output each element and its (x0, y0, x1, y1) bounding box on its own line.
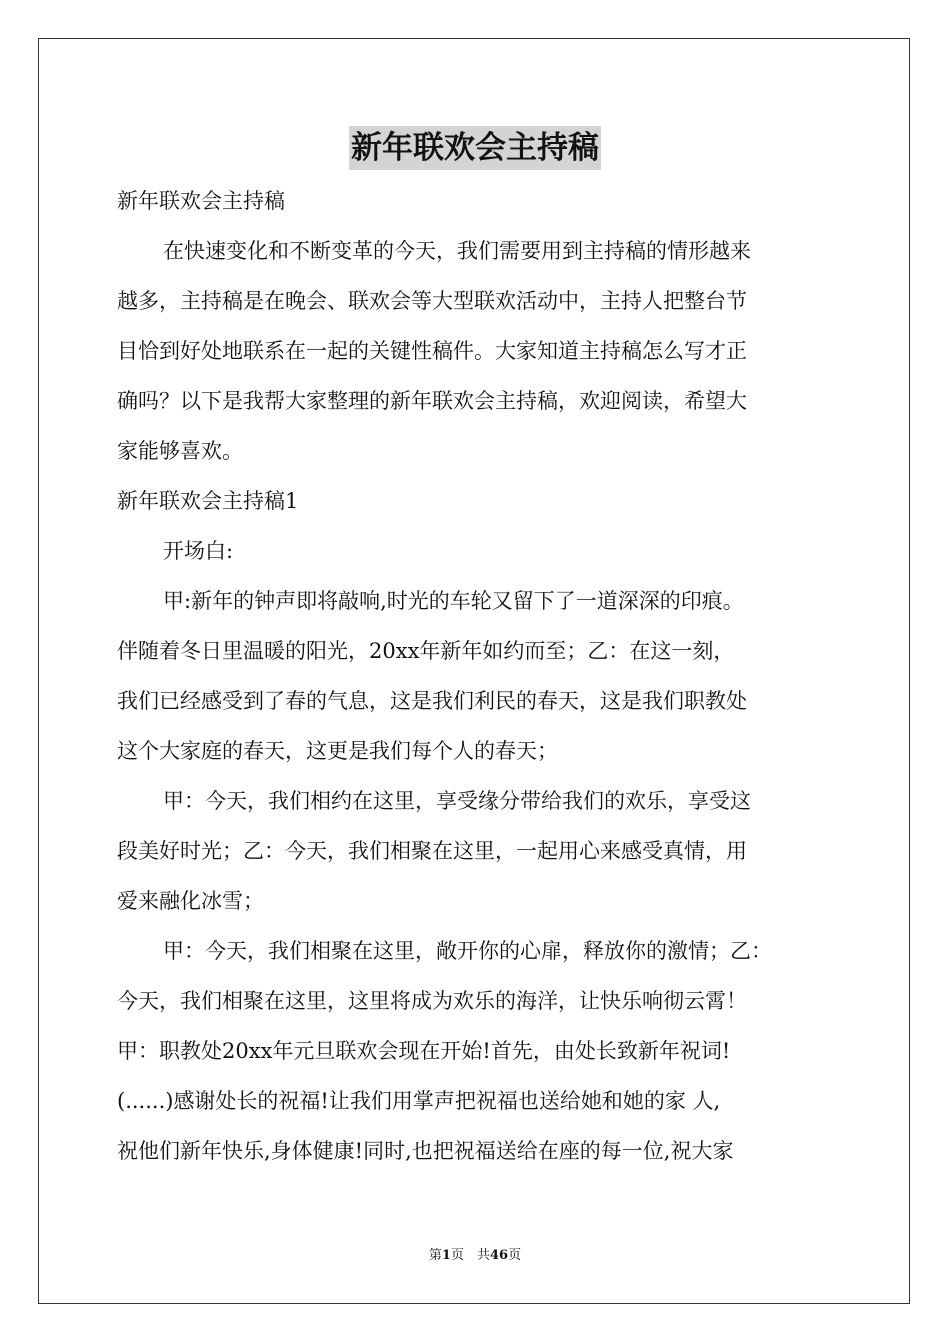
body-line: 甲：今天，我们相聚在这里，敞开你的心扉，释放你的激情；乙： (163, 939, 772, 963)
body-line: 开场白: (163, 539, 234, 563)
body-line: 在快速变化和不断变革的今天，我们需要用到主持稿的情形越来 (163, 239, 751, 263)
body-line: 目恰到好处地联系在一起的关键性稿件。大家知道主持稿怎么写才正 (117, 339, 747, 363)
body-line: 伴随着冬日里温暖的阳光，20xx年新年如约而至；乙：在这一刻， (117, 639, 735, 663)
body-line: 爱来融化冰雪； (117, 889, 264, 913)
footer-suffix: 页 (508, 1248, 522, 1263)
body-line: 新年联欢会主持稿1 (117, 489, 299, 513)
body-line: (......)感谢处长的祝福!让我们用掌声把祝福也送给她和她的家 人, (117, 1089, 721, 1113)
footer-mid: 页 共 (450, 1248, 490, 1263)
body-line: 确吗？以下是我帮大家整理的新年联欢会主持稿，欢迎阅读，希望大 (117, 389, 747, 413)
footer-total-pages: 46 (489, 1248, 509, 1263)
document-body (117, 176, 835, 1176)
body-line: 段美好时光；乙：今天，我们相聚在这里，一起用心来感受真情，用 (117, 839, 747, 863)
body-line: 这个大家庭的春天，这更是我们每个人的春天； (117, 739, 558, 763)
body-line: 新年联欢会主持稿 (117, 189, 285, 213)
body-line: 家能够喜欢。 (117, 439, 243, 463)
title-container (0, 126, 950, 170)
body-line: 祝他们新年快乐,身体健康!同时,也把祝福送给在座的每一位,祝大家 (117, 1139, 734, 1163)
body-line: 今天，我们相聚在这里，这里将成为欢乐的海洋，让快乐响彻云霄！ (117, 989, 747, 1013)
body-line: 我们已经感受到了春的气息，这是我们利民的春天，这是我们职教处 (117, 689, 747, 713)
footer-prefix: 第 (428, 1248, 442, 1263)
body-line: 甲:新年的钟声即将敲响,时光的车轮又留下了一道深深的印痕。 (163, 589, 744, 613)
body-line: 甲：今天，我们相约在这里，享受缘分带给我们的欢乐，享受这 (163, 789, 751, 813)
document-title: 新年联欢会主持稿 (349, 126, 601, 170)
body-line: 甲：职教处20xx年元旦联欢会现在开始!首先，由处长致新年祝词! (117, 1039, 731, 1063)
body-line: 越多，主持稿是在晚会、联欢会等大型联欢活动中，主持人把整台节 (117, 289, 747, 313)
page-footer (0, 1246, 950, 1266)
footer-page-number: 1 (441, 1248, 451, 1263)
